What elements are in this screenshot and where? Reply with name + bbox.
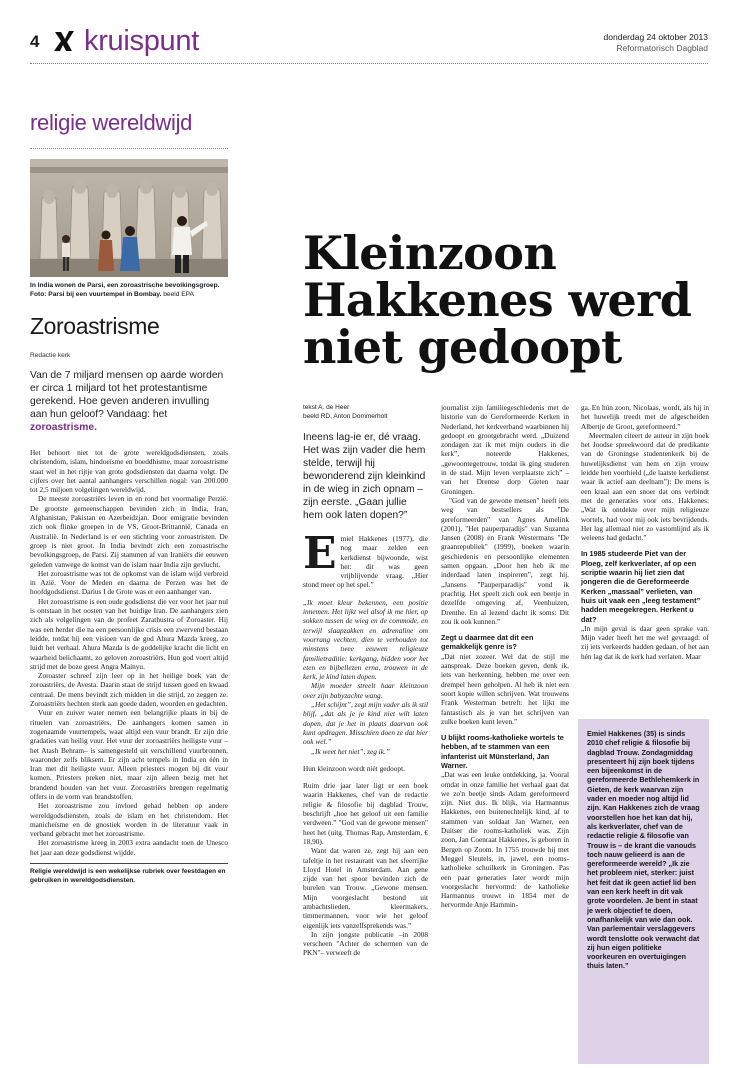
rubric-divider	[30, 148, 228, 149]
page-number: 4	[30, 32, 40, 51]
article-paragraph: journalist zijn familiegeschiedenis met de historie van de Gereformeerde Kerken in Nederland, het kerkverband waarbinnen hij gedoopt en grootgebracht werd. „Duizend zondagen zat ik met mijn ouders in die kerk”, noteerde Hakkenes, „gewoontegetrouw, totdat ik ging studeren in de stad. Mijn leven verplaatste zich” – van het Drentse dorp Gieten naar Groningen.	[441, 403, 569, 496]
article-paragraph: Hun kleinzoon wordt niét gedoopt.	[303, 763, 405, 773]
article-paragraph: Want dat waren ze, zegt hij aan een tafeltje in het restaurant van het sfeerrijke Lloyd Hotel in Amsterdam. Aan gene zijde van het spoor bevinden zich de burelen van Trouw. „Gewone mensen. Mijn voorgeslacht bestond uit ambachtslieden, kleermakers, timmermannen, voor wie het geloof eigenlijk iets vanzelfsprekends was.”	[303, 846, 428, 930]
book-quote: „Het schijnt”, zegt mijn vader als ik stil blijf, „dat als je je kind niet wilt laten dopen, dat je het in plaats daarvan ook kunt opdragen. Misschien doen ze dat hier ook wel.”	[303, 700, 428, 747]
first-paragraph	[303, 528, 428, 590]
book-quote: Mijn moeder streelt haar kleinzoon over zijn babyzachte wang.	[303, 681, 428, 700]
byline	[303, 403, 428, 421]
author-bio-box: Emiel Hakkenes (35) is sinds 2010 chef religie & filosofie bij dagblad Trouw. Zondagmiddag presenteert hij zijn boek tijdens een bijeenkomst in de gereformeerde Bethlehemkerk in Gieten, de kerk waarvan zijn vader en moeder nog altijd lid zijn. Kan Hakkenes zich de vraag voorstellen hoe het kan dat hij, als kerkverlater, chef van de redactie religie & filosofie van Trouw is – de krant die vanouds toch nauw gelieerd is aan de gereformeerde wereld? „Ik zie het probleem niet, sterker: juist het feit dat ik geen actief lid ben van een kerk heeft in dit vak grote voordelen. Je bent in staat je werk objectief te doen, onafhankelijk van wie dan ook. Van parlementair verslaggevers wordt tenslotte ook verwacht dat zij hun eigen politieke voorkeuren en overtuigingen thuis laten.”	[578, 719, 709, 1064]
rubric-paragraph: Het zoroastrisme is een oude godsdienst die ver voor het jaar nul is ontstaan in het oosten van het huidige Iran. De aanhangers zien zich als volgelingen van de profeet Zarathustra of Zoroaster. Hij was een herder die na een persoonlijke crisis een zwervend bestaan leidde, totdat hij een visioen van de god Ahura Mazda kreeg, zo luidt het verhaal. Ahura Mazda is de goddelijke kracht die licht en waarheid belichaamt, zo geloven zoroastriërs. Hun god voert altijd strijd met de boze geest Angra Mainyu.	[30, 596, 228, 671]
byline-text-author: tekst A. de Heer	[303, 404, 350, 411]
article-column-3	[581, 403, 709, 661]
intro-text: Van de 7 miljard mensen op aarde worden er circa 1 miljard tot het protestantisme gerekend. Hoe geven anderen invulling aan hun geloof? Vandaag: het	[30, 370, 224, 420]
interview-question: U blijkt rooms-katholieke wortels te hebben, af te stammen van een infanterist uit Münsterland, Jan Warner.	[441, 733, 564, 770]
rubric-author: Redactie kerk	[30, 352, 71, 359]
relief-illustration	[30, 159, 228, 277]
parsi-photo	[30, 159, 228, 277]
rubric-paragraph: Het zoroastrisme kreeg in 2003 extra aandacht toen de Unesco het jaar aan deze godsdienst wijdde.	[30, 838, 228, 857]
article-lead: Ineens lag-ie er, dé vraag. Het was zijn vader die hem stelde, terwijl hij bewonderend zijn kleinkind in de wieg in zich opnam – zijn eerste. „Gaan jullie hem ook laten dopen?”	[303, 432, 426, 521]
interview-question: Zegt u daarmee dat dit een gemakkelijk genre is?	[441, 633, 534, 652]
article-paragraph: „In mijn geval is daar geen sprake van. Mijn vader heeft het me wel gevraagd: of zij iets verkeerds hadden gedaan, of het aan hén lag dat ik de kerk had verlaten. Maar	[581, 623, 709, 661]
article-body-1	[303, 528, 428, 958]
article-paragraph: In zijn jongste publicatie –in 2008 verscheen "Achter de schermen van de PKN"– verweeft de	[303, 929, 428, 958]
newspaper-name: Reformatorisch Dagblad	[616, 43, 708, 53]
article-paragraph: ga. En hún zoon, Nicolaas, wordt, als hij in het huwelijk treedt met de afgescheiden Albertje de Groot, gereformeerd.”	[581, 403, 709, 431]
rubric-paragraph: Het zoroastrisme was tot de opkomst van de islam wijd verbreid in Azië. Voor de Meden en daarna de Perzen was het de hoofdgodsdienst. Darius I de Grote was er een aanhanger van.	[30, 568, 228, 597]
kruispunt-cross-icon	[52, 28, 76, 54]
header-divider	[30, 63, 708, 64]
book-quote: „Ik moet kleur bekennen, een positie innemen. Het lijkt wel alsof ik me hier, op sokken tussen de wieg en de commode, en terwijl slaapzakken en adrenaline om voorrang vechten, dien te verhouden tot minstens twee eeuwen religieuze familietraditie: kerkgang, bidden voor het eten en bijbellezen erna, trouwen in de kerk, je kind laten dopen.	[303, 597, 428, 682]
rubric-paragraph: De meeste zoroastriërs leven in en rond het voormalige Perzië. De grootste gemeenschappen bevinden zich in India, Iran, Afghanistan, Pakistan en Azerbeidzjan. Door emigratie bevinden zich ook flinke groepen in de VS, Groot-Brittannië, Canada en Australië. In Nederland is er een stichting voor zoroastristen. De groep is niet groot. In India bevindt zich een zoroastrische bevolkingsgroep, de Parsi. Zij stammen af van Iraniërs die eeuwen geleden vanwege de komst van de islam naar India zijn gevlucht.	[30, 494, 228, 569]
rubric-article-title: Zoroastrisme	[30, 313, 160, 339]
rubric-title: religie wereldwijd	[30, 110, 193, 135]
interview-question: In 1985 studeerde Piet van der Ploeg, zelf kerkverlater, af op een scriptie waarin hij liet zien dat jongeren die de Gereformeerde Kerken „massaal” verlieten, van huis uit vaak een „leeg testament” hadden meegekregen. Herkent u dat?	[581, 549, 701, 624]
drop-cap: E	[303, 528, 337, 579]
article-paragraph: "God van de gewone mensen" heeft iets weg van bestsellers als "De gereformeerden" van Agnes Amelink (2001), "Het pauperparadijs" van Suzanna Jansen (2008) en Frank Westermans "De graanrepubliek" (1999), boeken waarin geschiedenis en persoonlijke elementen samen opgaan. „Door hen heb ik me inderdaad laten inspireren”, zegt hij. „Jansens "Pauperparadijs" vond ik prachtig. Het speelt zich ook een beetje in dezelfde omgeving af, Veenhuizen, Drenthe. En al lezend dacht ik soms: Dit zou ik ook kunnen.”	[441, 495, 569, 626]
footnote-divider	[30, 863, 228, 864]
byline-photo-author: beeld RD, Anton Dommerholt	[303, 413, 388, 420]
section-title: kruispunt	[84, 25, 199, 57]
rubric-paragraph: Het behoort niet tot de grote wereldgodsdiensten, zoals christendom, islam, hindoeïsme en boeddhisme, maar zoroastrisme staat wel in het rijtje van grote godsdiensten dat daarna volgt. De cijfers over het aantal aanhangers verschillen nogal: van 200.000 tot 2,5 miljoen volgelingen wereldwijd.	[30, 448, 228, 495]
rubric-paragraph: Vuur en zuiver water nemen een belangrijke plaats in bij de rituelen van zoroastriërs. De aanhangers komen samen in zogenaamde vuurtempels, waar altijd een vuur brandt. Er zijn drie gradaties van heilig vuur. Het vuur der zoroastriërs heiligste vuur –het Atash Behram– is samengesteld uit verschillend vuurbronnen, waaronder zelfs bliksem. Er zijn acht tempels in India en één in Iran met dit heiligste vuur. Alleen priesters mogen bij dit vuur komen. Priesters preken niet, maar zijn alleen bezig met het brandend houden van het vuur. Zoroastriërs brengen regelmatig offers in de vorm van brandstoffen.	[30, 708, 228, 801]
header-date-block	[604, 32, 708, 54]
intro-keyword: zoroastrisme.	[30, 422, 97, 433]
rubric-intro	[30, 369, 228, 434]
religie-wereldwijd-column	[30, 110, 228, 885]
article-paragraph: Meermalen citeert de auteur in zijn boek het Joodse spreekwoord dat de predikante van de Groningse studentenkerk bij de huwelijksdienst van hem en zijn vrouw leidde hen voorhield („de laatste kerkdienst waar ik actief aan deelnam”): De mens is een kraal aan een snoer dat ons verbindt met de generaties voor ons. Hakkenes: „Wat ik ontdekte over mijn religieuze wortels, had voor mij ook iets bevrijdends. Het lag allemaal niet zo vastomlijnd als ik weleens had gedacht.”	[581, 430, 709, 543]
article-paragraph: Ruim drie jaar later ligt er een boek waarin Hakkenes, chef van de redactie religie & filosofie bij dagblad Trouw, beschrijft „hoe het geloof uit een familie verdween.” "God van de gewone mensen" heet het (uitg. Thomas Rap, Amsterdam, € 18,90).	[303, 781, 428, 846]
photo-credit: beeld EPA	[163, 291, 194, 298]
rubric-footnote: Religie wereldwijd is een wekelijkse rubriek over feestdagen en gebruiken in wereldgodsdiensten.	[30, 868, 226, 884]
article-headline: Kleinzoon Hakkenes werd niet gedoopt	[303, 226, 692, 374]
article-column-2	[441, 403, 569, 910]
rubric-paragraph: Het zoroastrisme zou invloed gehad hebben op andere wereldgodsdiensten, zoals de islam en het christendom. Het manicheïsme en de gnostiek worden in de literatuur vaak in verband gebracht met het zoroastrisme.	[30, 801, 228, 839]
article-paragraph: „Dat niet zozeer. Wel dat de stijl me aanspreak. Deze boeken geven, denk ik, iets van herkenning, hebben me over een drempel heen geholpen. Al heb ik niet een soort kopie willen schrijven. Wat trouwens Frank Westerman betreft: het lijkt me fantastisch als je van het schrijven van zulke boeken kunt leven.”	[441, 651, 569, 726]
article-column-1	[303, 403, 428, 958]
rubric-body	[30, 448, 228, 857]
caption-text: In India wonen de Parsi, een zoroastrische bevolkingsgroep. Foto: Parsi bij een vuurtempel in Bombay.	[30, 282, 220, 298]
rubric-paragraph: Zoroaster schreef zijn leer op in het heilige boek van de zoroastriërs, de Avesta. Daarin staat de strijd tussen goed en kwaad centraal. De mens bevindt zich midden in die strijd, zo zeggen ze. Zoroastriërs hechten sterk aan goede daden, woorden en gedachten.	[30, 671, 228, 709]
first-paragraph-text: miel Hakkenes (1977), die nog maar zelden een kerkdienst bijwoonde, wist het: dit was geen vrijblijvende vraag. „Hier stond meer op het spel.”	[303, 534, 428, 590]
photo-caption	[30, 281, 228, 299]
page-header	[30, 25, 708, 61]
issue-date: donderdag 24 oktober 2013	[603, 32, 708, 42]
book-quote: „Ik weet het niet”, zeg ik.”	[311, 746, 390, 756]
article-paragraph: „Dat was een leuke ontdekking, ja. Vooral omdat in onze familie het verhaal gaat dat we zo'n beetje sinds Adam gereformeerd zijn. Niet dus. Ik blijk, via Harmannus Hakkenes, een buitenechtelijk kind, af te stammen van soldaat Jan Warner, een Duitser die rooms-katholiek was. Zijn zoon, Jan Coenraat Hakkenes, is geboren in Bergen op Zoom. In 1755 trouwde hij met Meggel Sleutels, in, jawel, een rooms-katholieke schuilkerk in Groningen. Pas een paar generaties later wordt mijn voorgeslacht hervormd: de katholieke Harmannus trouwt in 1854 met de hervormde Anje Hammin-	[441, 770, 569, 910]
